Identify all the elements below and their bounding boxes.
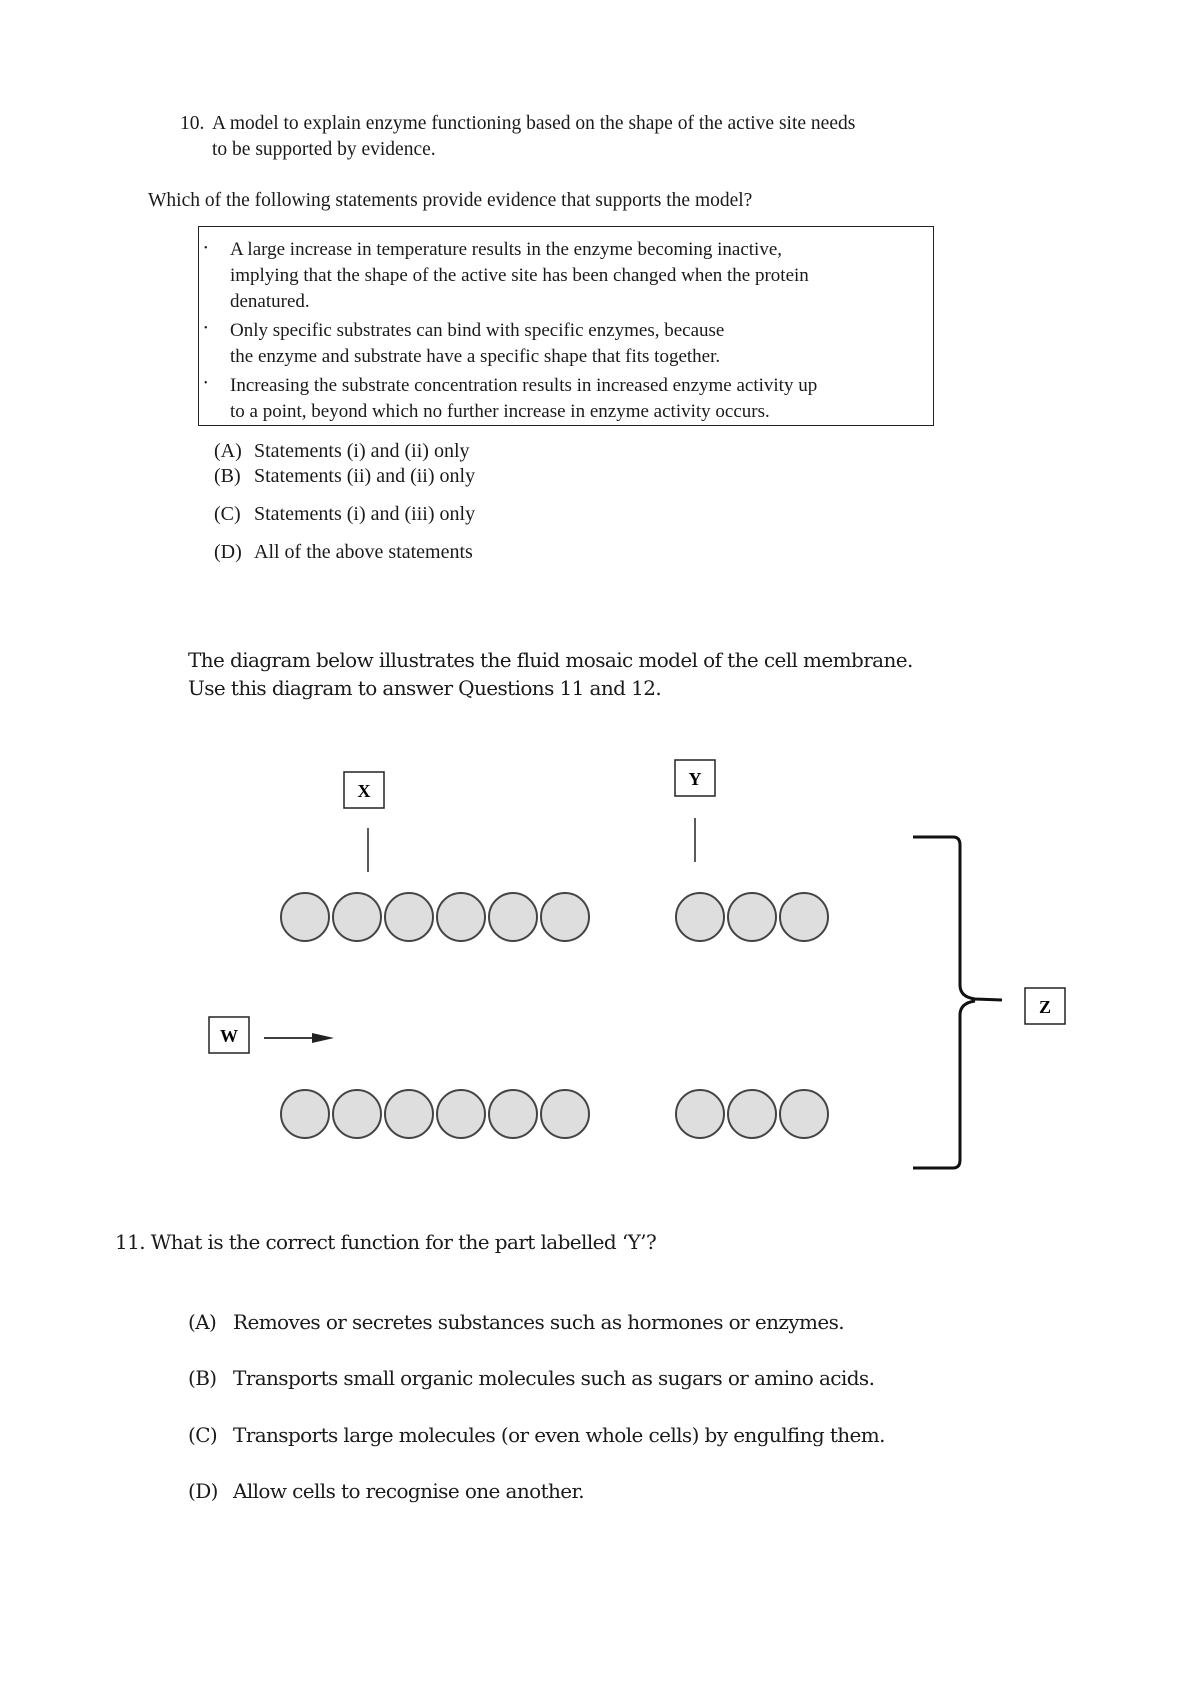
phospholipid-head (489, 893, 537, 941)
option-text: Transports large molecules (or even whole cells) by engulfing them. (233, 1423, 885, 1447)
diagram-intro-line1: The diagram below illustrates the fluid mosaic model of the cell membrane. (188, 648, 913, 672)
lower-layer-heads (281, 1090, 828, 1138)
phospholipid-head (780, 1090, 828, 1138)
phospholipid-head (333, 893, 381, 941)
option-label: (A) (214, 440, 242, 462)
q11-option-c[interactable] (188, 1423, 885, 1447)
statement-1-line3: denatured. (230, 291, 310, 312)
phospholipid-head (385, 1090, 433, 1138)
phospholipid-head (333, 1090, 381, 1138)
option-label: (D) (214, 541, 242, 563)
arrow-w (264, 1033, 334, 1043)
diagram-intro-line2: Use this diagram to answer Questions 11 and 12. (188, 676, 662, 700)
phospholipid-head (676, 893, 724, 941)
option-text: Statements (i) and (iii) only (254, 503, 476, 525)
statement-3-line2: to a point, beyond which no further increase in enzyme activity occurs. (230, 401, 770, 422)
phospholipid-head (541, 1090, 589, 1138)
phospholipid-head (281, 893, 329, 941)
option-label: (C) (214, 503, 241, 525)
label-w (209, 1017, 249, 1053)
option-label: (A) (188, 1310, 217, 1334)
label-z-text: Z (1038, 997, 1052, 1017)
label-x (344, 772, 384, 808)
option-text: Removes or secretes substances such as hormones or enzymes. (233, 1310, 845, 1334)
phospholipid-head (437, 893, 485, 941)
question-10-stem-line2: to be supported by evidence. (212, 139, 436, 160)
statement-3-line1: Increasing the substrate concentration results in increased enzyme activity up (230, 375, 818, 396)
statement-2-line1: Only specific substrates can bind with specific enzymes, because (230, 320, 725, 341)
option-label: (D) (188, 1479, 218, 1503)
phospholipid-head (281, 1090, 329, 1138)
membrane-diagram (0, 740, 1200, 1180)
option-label: (C) (188, 1423, 218, 1447)
question-11-stem: 11. What is the correct function for the part labelled ‘Y’? (115, 1230, 657, 1254)
bullet-icon: • (204, 243, 208, 254)
option-text: Transports small organic molecules such as sugars or amino acids. (233, 1366, 875, 1390)
phospholipid-head (541, 893, 589, 941)
phospholipid-head (780, 893, 828, 941)
label-x-text: X (357, 781, 371, 801)
q11-option-d[interactable] (188, 1479, 584, 1503)
q10-option-b[interactable] (214, 465, 475, 488)
bullet-icon: • (204, 323, 208, 334)
label-w-text: W (220, 1026, 238, 1046)
option-text: Statements (ii) and (ii) only (254, 465, 476, 487)
option-label: (B) (188, 1366, 217, 1390)
bullet-icon: • (204, 378, 208, 389)
option-text: Statements (i) and (ii) only (254, 440, 470, 462)
phospholipid-head (437, 1090, 485, 1138)
question-10-number: 10. (180, 113, 205, 134)
label-y (675, 760, 715, 796)
phospholipid-head (728, 893, 776, 941)
q10-option-a[interactable] (214, 440, 470, 463)
q11-option-b[interactable] (188, 1366, 874, 1390)
phospholipid-head (385, 893, 433, 941)
option-label: (B) (214, 465, 241, 487)
question-10-stem-line1: A model to explain enzyme functioning based on the shape of the active site needs (212, 113, 856, 134)
statement-1-line1: A large increase in temperature results in the enzyme becoming inactive, (230, 239, 783, 260)
question-10-prompt: Which of the following statements provide evidence that supports the model? (148, 190, 753, 211)
q11-option-a[interactable] (188, 1310, 844, 1334)
phospholipid-head (728, 1090, 776, 1138)
phospholipid-head (489, 1090, 537, 1138)
option-text: All of the above statements (254, 541, 473, 563)
label-y-text: Y (688, 769, 702, 789)
phospholipid-head (676, 1090, 724, 1138)
statement-2-line2: the enzyme and substrate have a specific shape that fits together. (230, 346, 721, 367)
upper-layer-heads (281, 893, 828, 941)
bracket-z (913, 837, 1002, 1168)
label-z (1025, 988, 1065, 1024)
statement-1-line2: implying that the shape of the active site has been changed when the protein (230, 265, 809, 286)
q10-option-d[interactable] (214, 541, 473, 564)
q10-option-c[interactable] (214, 503, 475, 526)
option-text: Allow cells to recognise one another. (233, 1479, 585, 1503)
